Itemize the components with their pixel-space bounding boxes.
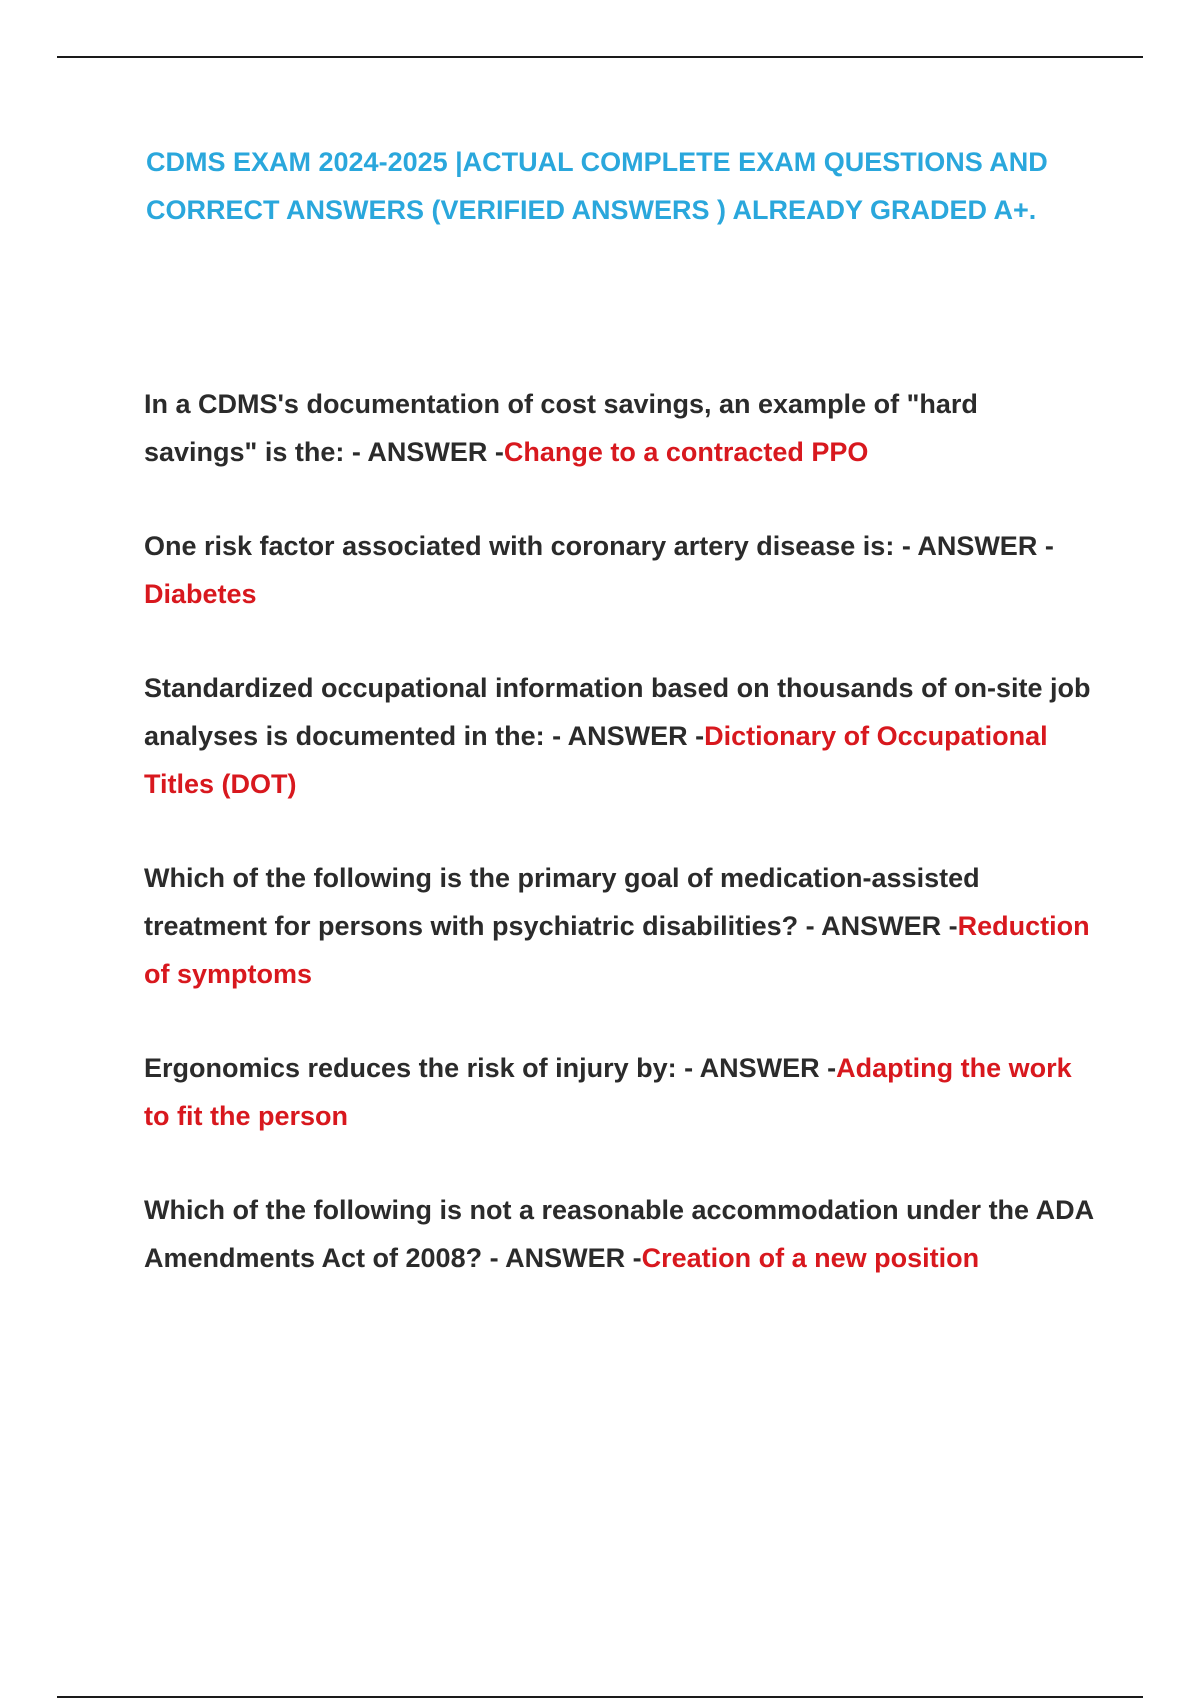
question-text: Standardized occupational information based on thousands of on-site job analyses is documented in the:	[144, 673, 1091, 751]
qa-item-6	[144, 1186, 1094, 1282]
answer-text: Change to a contracted PPO	[503, 437, 869, 467]
answer-text: Adapting the work to fit the person	[144, 1053, 1072, 1131]
answer-text: Dictionary of Occupational Titles (DOT)	[144, 721, 1048, 799]
top-rule	[57, 56, 1143, 58]
answer-separator: - ANSWER -	[894, 531, 1054, 561]
bottom-rule	[57, 1696, 1143, 1698]
question-text: Which of the following is the primary goal of medication-assisted treatment for persons with psychiatric disabilities?	[144, 863, 980, 941]
question-text: Which of the following is not a reasonable accommodation under the ADA Amendments Act of 2008?	[144, 1195, 1094, 1273]
qa-list	[144, 380, 1094, 1328]
answer-text: Reduction of symptoms	[144, 911, 1090, 989]
answer-text: Diabetes	[144, 579, 257, 609]
answer-separator: - ANSWER -	[798, 911, 958, 941]
answer-separator: - ANSWER -	[344, 437, 504, 467]
document-title: CDMS EXAM 2024-2025 |ACTUAL COMPLETE EXAM QUESTIONS AND CORRECT ANSWERS (VERIFIED ANSWERS ) ALREADY GRADED A+.	[146, 147, 1048, 225]
answer-separator: - ANSWER -	[544, 721, 705, 751]
qa-item-3	[144, 664, 1094, 808]
answer-separator: - ANSWER -	[482, 1243, 642, 1273]
qa-item-2	[144, 522, 1094, 618]
answer-separator: - ANSWER -	[676, 1053, 837, 1083]
question-text: Ergonomics reduces the risk of injury by:	[144, 1053, 677, 1083]
qa-item-1	[144, 380, 1094, 476]
question-text: One risk factor associated with coronary artery disease is:	[144, 531, 895, 561]
qa-item-4	[144, 854, 1094, 998]
answer-text: Creation of a new position	[641, 1243, 980, 1273]
qa-item-5	[144, 1044, 1094, 1140]
question-text: In a CDMS's documentation of cost savings, an example of "hard savings" is the:	[144, 389, 978, 467]
